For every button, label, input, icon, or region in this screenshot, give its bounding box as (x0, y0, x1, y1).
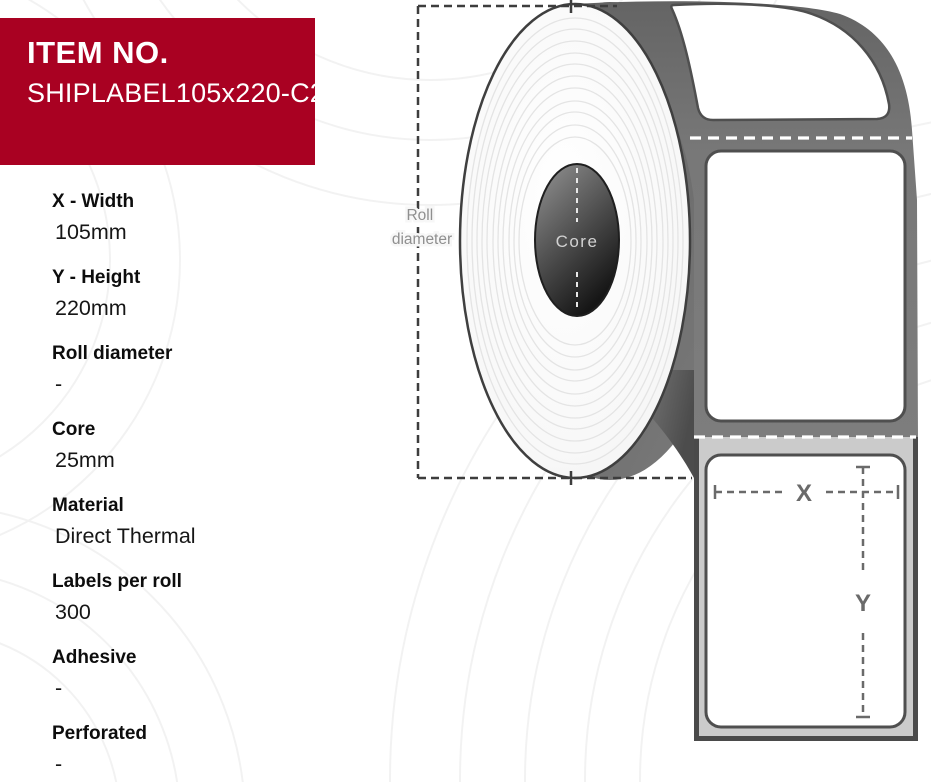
spec-label: Core (52, 419, 96, 440)
item-no-heading: ITEM NO. (27, 35, 169, 70)
spec-label: Y - Height (52, 267, 141, 288)
spec-value: Direct Thermal (55, 524, 196, 548)
spec-row-x-width (52, 190, 362, 245)
spec-label: Roll diameter (52, 343, 173, 364)
spec-value: 25mm (55, 448, 115, 472)
item-code: SHIPLABEL105x220-C25 (27, 77, 341, 108)
spec-label: Perforated (52, 723, 148, 744)
label-blank-top (671, 4, 889, 120)
spec-label: X - Width (52, 191, 135, 212)
spec-label: Adhesive (52, 647, 137, 668)
spec-row-core (52, 418, 362, 473)
spec-label: Labels per roll (52, 571, 182, 592)
spec-value: - (55, 752, 63, 776)
spec-value: 220mm (55, 296, 127, 320)
spec-row-roll-diameter (52, 342, 362, 397)
y-dimension-label: Y (854, 590, 872, 617)
spec-row-adhesive (52, 646, 362, 701)
spec-value: 300 (55, 600, 91, 624)
spec-label: Material (52, 495, 124, 516)
spec-list (52, 190, 362, 782)
spec-row-y-height (52, 266, 362, 321)
spec-value: - (55, 676, 63, 700)
spec-value: - (55, 372, 63, 396)
spec-row-material (52, 494, 362, 549)
spec-row-labels-per-roll (52, 570, 362, 625)
x-dimension-label: X (795, 480, 813, 507)
core-label: Core (555, 232, 599, 251)
label-roll-diagram (380, 0, 931, 782)
item-number-panel (0, 18, 341, 165)
spec-value: 105mm (55, 220, 127, 244)
spec-row-perforated (52, 722, 362, 777)
label-blank-middle (706, 151, 905, 421)
roll-diameter-label: Roll diameter (391, 207, 453, 248)
